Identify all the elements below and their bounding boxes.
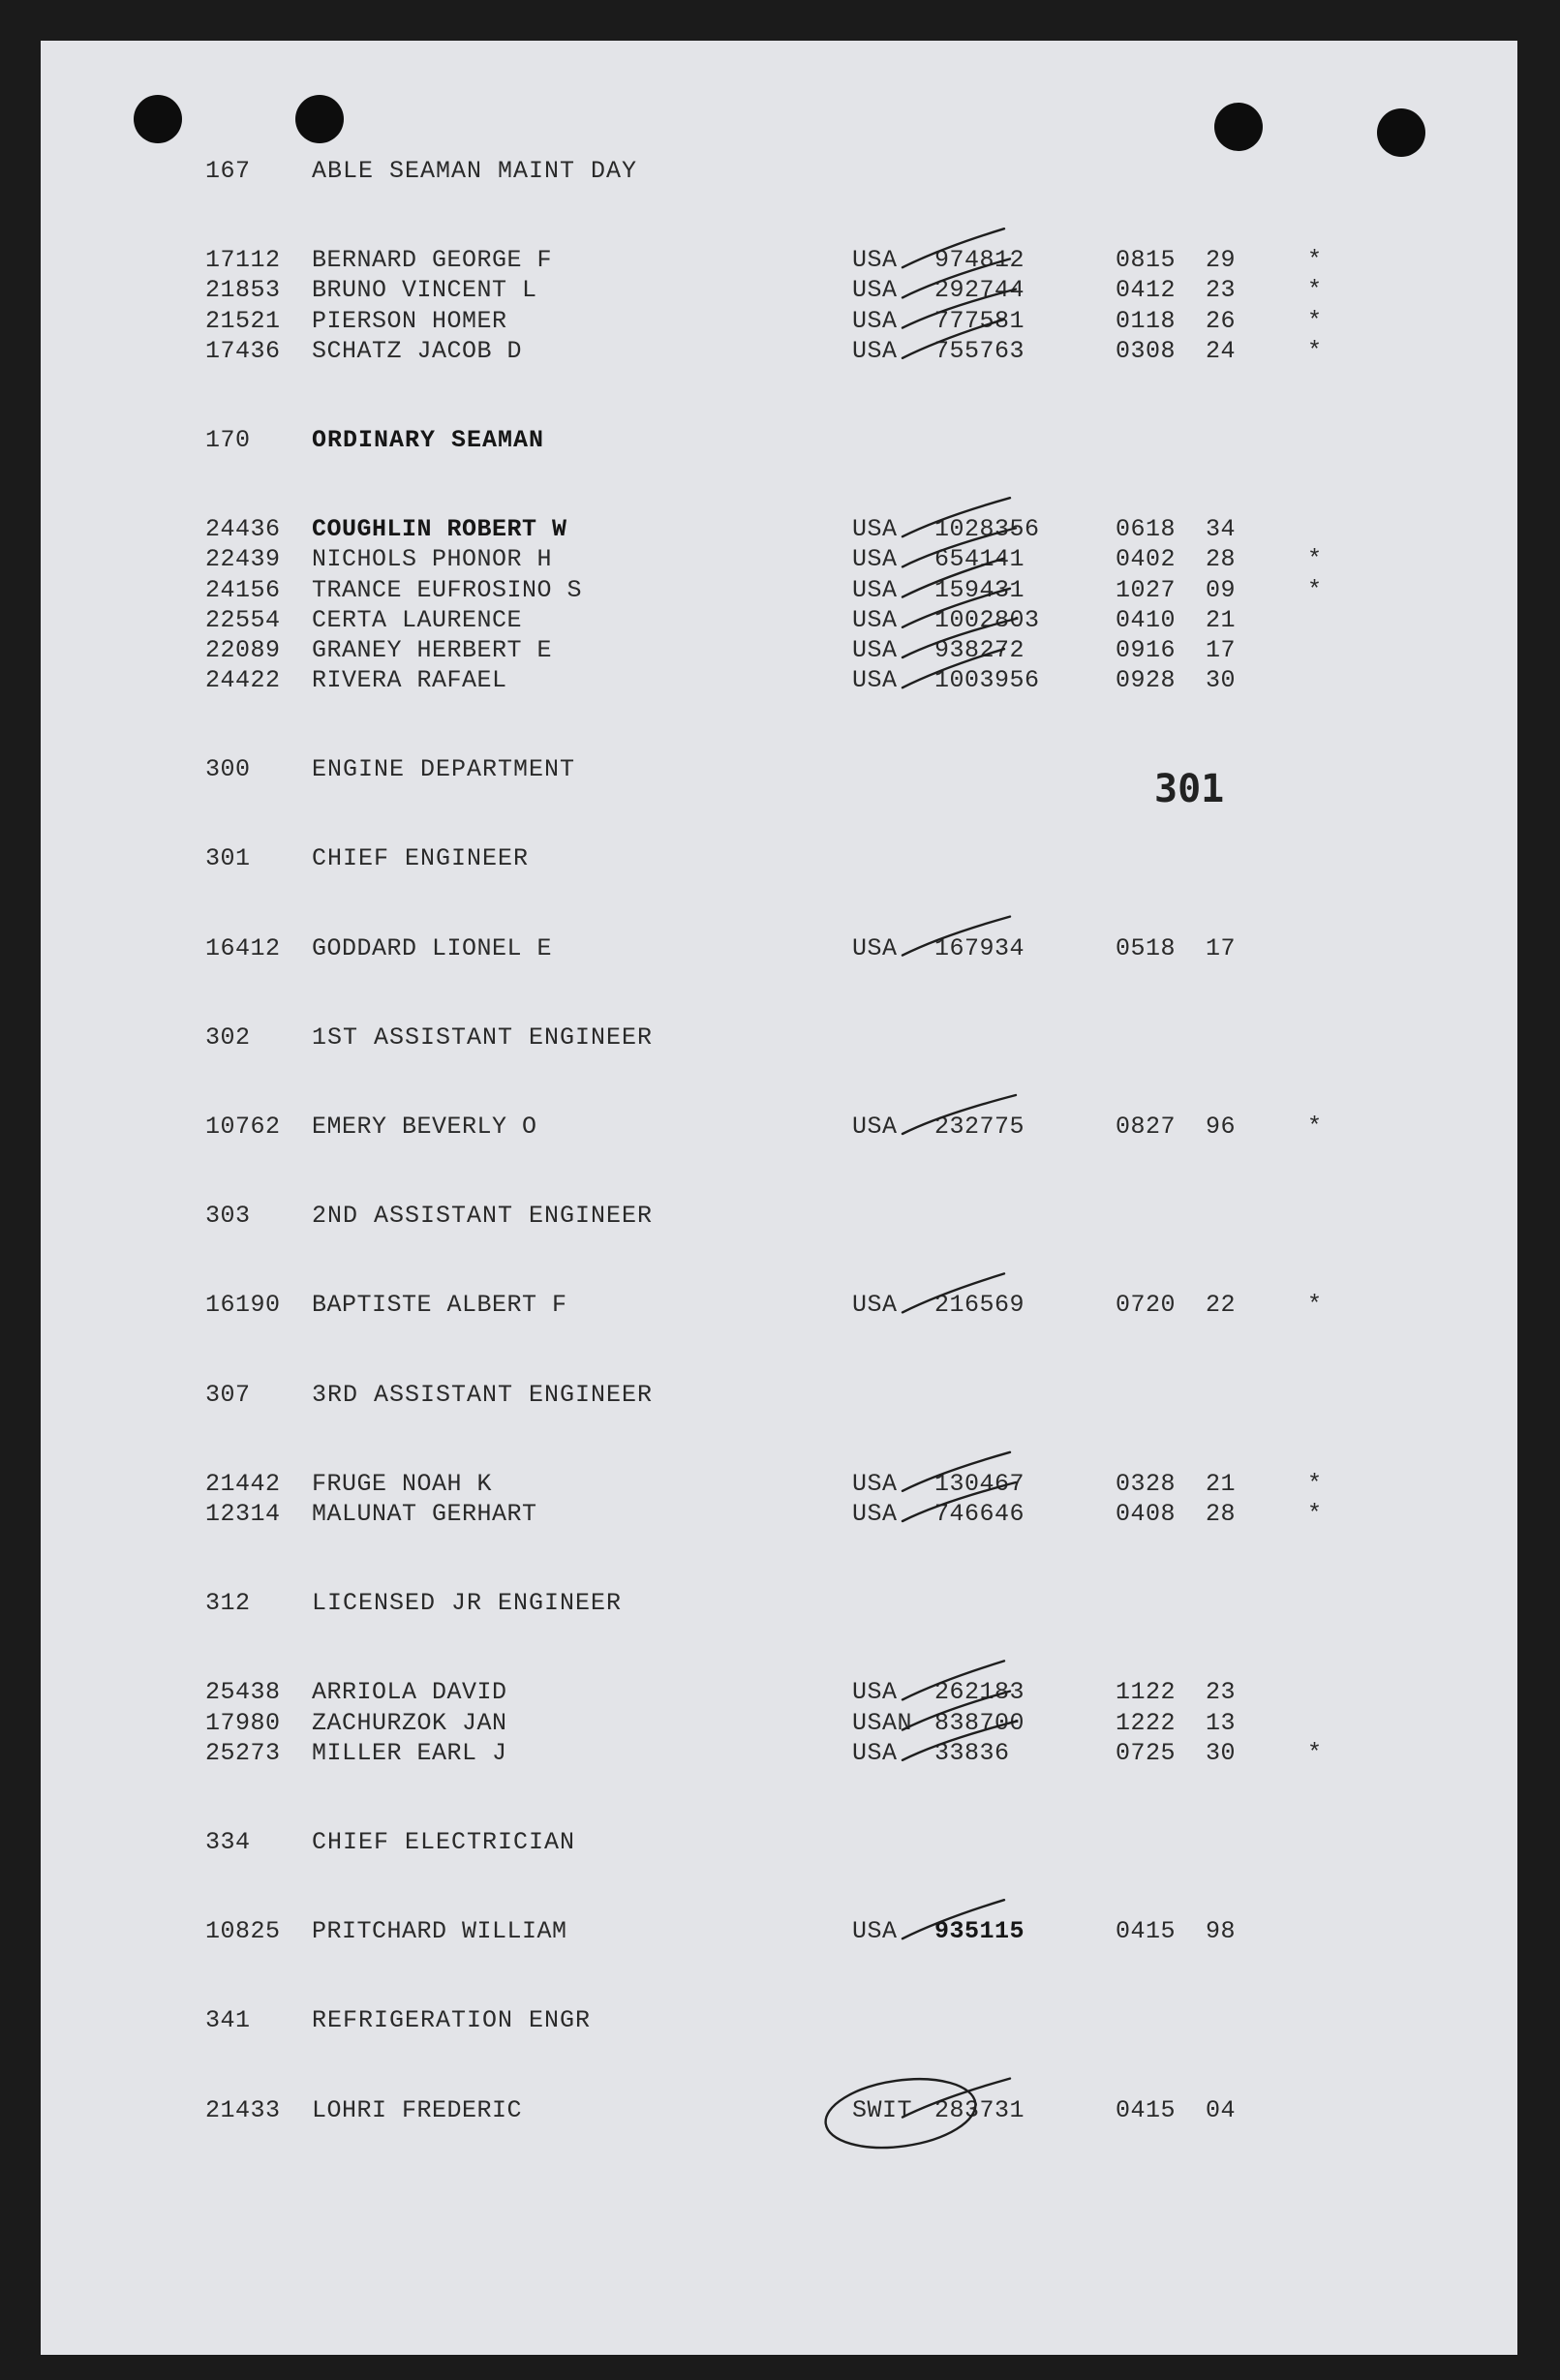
document-number: 654141: [934, 545, 1025, 574]
asterisk-mark: *: [1307, 545, 1323, 574]
document-page: [41, 41, 1517, 2355]
check-mark: [902, 498, 1010, 536]
crew-name: RIVERA RAFAEL: [312, 666, 507, 695]
section-title: CHIEF ENGINEER: [312, 844, 530, 873]
code-value: 21: [1206, 605, 1237, 634]
document-number: 746646: [934, 1500, 1025, 1528]
entry-number: 10825: [205, 1917, 281, 1946]
document-number: 974812: [934, 246, 1025, 275]
date-code: 0928: [1116, 666, 1177, 695]
asterisk-mark: *: [1307, 1291, 1323, 1320]
asterisk-mark: *: [1307, 1738, 1323, 1767]
date-code: 0415: [1116, 2095, 1177, 2124]
date-code: 0916: [1116, 636, 1177, 664]
date-code: 1222: [1116, 1708, 1177, 1737]
circle-mark: [821, 2070, 980, 2156]
asterisk-mark: *: [1307, 246, 1323, 275]
section-code: 170: [205, 426, 251, 454]
check-mark: [902, 320, 1004, 358]
check-mark: [902, 1900, 1004, 1938]
entry-number: 17112: [205, 246, 281, 275]
crew-name: BAPTISTE ALBERT F: [312, 1291, 567, 1320]
check-mark: [902, 1273, 1004, 1312]
crew-name: COUGHLIN ROBERT W: [312, 515, 567, 544]
crew-name: ZACHURZOK JAN: [312, 1708, 507, 1737]
crew-name: MILLER EARL J: [312, 1738, 507, 1767]
asterisk-mark: *: [1307, 276, 1323, 305]
document-number: 130467: [934, 1469, 1025, 1498]
section-title: 3RD ASSISTANT ENGINEER: [312, 1380, 654, 1409]
crew-name: GRANEY HERBERT E: [312, 636, 553, 664]
section-code: 312: [205, 1589, 251, 1618]
entry-number: 16412: [205, 933, 281, 962]
entry-number: 21521: [205, 306, 281, 335]
entry-number: 24422: [205, 666, 281, 695]
document-number: 938272: [934, 636, 1025, 664]
citizenship: USA: [852, 1500, 898, 1528]
check-mark: [902, 589, 1010, 627]
citizenship: USA: [852, 1738, 898, 1767]
code-value: 28: [1206, 545, 1237, 574]
citizenship: USA: [852, 515, 898, 544]
check-mark: [902, 259, 1010, 297]
date-code: 0308: [1116, 336, 1177, 365]
asterisk-mark: *: [1307, 575, 1323, 604]
entry-number: 25438: [205, 1678, 281, 1707]
section-title: REFRIGERATION ENGR: [312, 2006, 592, 2035]
code-value: 29: [1206, 246, 1237, 275]
entry-number: 21442: [205, 1469, 281, 1498]
document-number: 1002803: [934, 605, 1040, 634]
document-number: 283731: [934, 2095, 1025, 2124]
section-code: 167: [205, 157, 251, 185]
crew-name: CERTA LAURENCE: [312, 605, 523, 634]
date-code: 0725: [1116, 1738, 1177, 1767]
document-number: 1003956: [934, 666, 1040, 695]
citizenship: USA: [852, 575, 898, 604]
date-code: 1027: [1116, 575, 1177, 604]
section-title: ENGINE DEPARTMENT: [312, 755, 576, 784]
section-code: 302: [205, 1022, 251, 1052]
code-value: 09: [1206, 575, 1237, 604]
code-value: 24: [1206, 336, 1237, 365]
citizenship: USA: [852, 1917, 898, 1946]
crew-name: NICHOLS PHONOR H: [312, 545, 553, 574]
crew-name: ARRIOLA DAVID: [312, 1678, 507, 1707]
code-value: 21: [1206, 1469, 1237, 1498]
date-code: 0412: [1116, 276, 1177, 305]
crew-name: EMERY BEVERLY O: [312, 1113, 537, 1141]
citizenship: USA: [852, 1113, 898, 1141]
section-title: 1ST ASSISTANT ENGINEER: [312, 1022, 654, 1052]
date-code: 0815: [1116, 246, 1177, 275]
check-mark: [902, 559, 1004, 597]
date-code: 0328: [1116, 1469, 1177, 1498]
code-value: 26: [1206, 306, 1237, 335]
citizenship: USA: [852, 1469, 898, 1498]
asterisk-mark: *: [1307, 1500, 1323, 1528]
document-number: 1028356: [934, 515, 1040, 544]
handwritten-check-marks: [41, 41, 1517, 2355]
document-number: 838700: [934, 1708, 1025, 1737]
section-code: 334: [205, 1828, 251, 1856]
entry-number: 16190: [205, 1291, 281, 1320]
code-value: 17: [1206, 933, 1237, 962]
code-value: 98: [1206, 1917, 1237, 1946]
entry-number: 24436: [205, 515, 281, 544]
document-number: 159431: [934, 575, 1025, 604]
check-mark: [902, 649, 1004, 687]
citizenship: SWIT: [852, 2095, 913, 2124]
crew-name: PRITCHARD WILLIAM: [312, 1917, 567, 1946]
code-value: 13: [1206, 1708, 1237, 1737]
entry-number: 22439: [205, 545, 281, 574]
date-code: 0415: [1116, 1917, 1177, 1946]
document-number: 262183: [934, 1678, 1025, 1707]
date-code: 0118: [1116, 306, 1177, 335]
code-value: 28: [1206, 1500, 1237, 1528]
page-stamp-number: 301: [1154, 767, 1225, 811]
document-number: 935115: [934, 1917, 1025, 1946]
date-code: 0720: [1116, 1291, 1177, 1320]
code-value: 30: [1206, 1738, 1237, 1767]
check-mark: [902, 229, 1004, 267]
check-mark: [902, 1452, 1010, 1491]
crew-name: BRUNO VINCENT L: [312, 276, 537, 305]
citizenship: USAN: [852, 1708, 913, 1737]
citizenship: USA: [852, 1291, 898, 1320]
crew-name: MALUNAT GERHART: [312, 1500, 537, 1528]
citizenship: USA: [852, 545, 898, 574]
date-code: 0408: [1116, 1500, 1177, 1528]
document-number: 755763: [934, 336, 1025, 365]
code-value: 34: [1206, 515, 1237, 544]
code-value: 17: [1206, 636, 1237, 664]
code-value: 23: [1206, 276, 1237, 305]
section-title: ORDINARY SEAMAN: [312, 426, 545, 454]
entry-number: 21853: [205, 276, 281, 305]
citizenship: USA: [852, 306, 898, 335]
asterisk-mark: *: [1307, 306, 1323, 335]
document-number: 232775: [934, 1113, 1025, 1141]
document-number: 167934: [934, 933, 1025, 962]
citizenship: USA: [852, 636, 898, 664]
document-number: 777581: [934, 306, 1025, 335]
crew-name: GODDARD LIONEL E: [312, 933, 553, 962]
entry-number: 21433: [205, 2095, 281, 2124]
date-code: 0402: [1116, 545, 1177, 574]
code-value: 22: [1206, 1291, 1237, 1320]
section-title: ABLE SEAMAN MAINT DAY: [312, 157, 638, 185]
section-title: LICENSED JR ENGINEER: [312, 1589, 623, 1618]
date-code: 1122: [1116, 1678, 1177, 1707]
check-mark: [902, 1692, 1010, 1730]
check-mark: [902, 1095, 1016, 1134]
crew-name: TRANCE EUFROSINO S: [312, 575, 583, 604]
entry-number: 17980: [205, 1708, 281, 1737]
asterisk-mark: *: [1307, 1469, 1323, 1498]
document-number: 216569: [934, 1291, 1025, 1320]
code-value: 30: [1206, 666, 1237, 695]
check-mark: [902, 1722, 1016, 1760]
entry-number: 25273: [205, 1738, 281, 1767]
entry-number: 22554: [205, 605, 281, 634]
section-code: 301: [205, 844, 251, 873]
date-code: 0518: [1116, 933, 1177, 962]
date-code: 0827: [1116, 1113, 1177, 1141]
crew-name: PIERSON HOMER: [312, 306, 507, 335]
document-number: 292744: [934, 276, 1025, 305]
code-value: 96: [1206, 1113, 1237, 1141]
citizenship: USA: [852, 605, 898, 634]
check-mark: [902, 1661, 1004, 1699]
entry-number: 17436: [205, 336, 281, 365]
section-code: 307: [205, 1380, 251, 1409]
asterisk-mark: *: [1307, 336, 1323, 365]
section-title: 2ND ASSISTANT ENGINEER: [312, 1202, 654, 1231]
entry-number: 10762: [205, 1113, 281, 1141]
citizenship: USA: [852, 666, 898, 695]
crew-name: BERNARD GEORGE F: [312, 246, 553, 275]
crew-name: FRUGE NOAH K: [312, 1469, 493, 1498]
date-code: 0410: [1116, 605, 1177, 634]
code-value: 04: [1206, 2095, 1237, 2124]
section-code: 341: [205, 2006, 251, 2035]
entry-number: 12314: [205, 1500, 281, 1528]
citizenship: USA: [852, 246, 898, 275]
citizenship: USA: [852, 933, 898, 962]
section-code: 300: [205, 755, 251, 784]
crew-name: SCHATZ JACOB D: [312, 336, 523, 365]
citizenship: USA: [852, 1678, 898, 1707]
code-value: 23: [1206, 1678, 1237, 1707]
entry-number: 24156: [205, 575, 281, 604]
asterisk-mark: *: [1307, 1113, 1323, 1141]
citizenship: USA: [852, 336, 898, 365]
crew-name: LOHRI FREDERIC: [312, 2095, 523, 2124]
section-title: CHIEF ELECTRICIAN: [312, 1828, 576, 1856]
check-mark: [902, 1482, 1016, 1521]
check-mark: [902, 917, 1010, 956]
section-code: 303: [205, 1202, 251, 1231]
date-code: 0618: [1116, 515, 1177, 544]
citizenship: USA: [852, 276, 898, 305]
document-number: 33836: [934, 1738, 1010, 1767]
entry-number: 22089: [205, 636, 281, 664]
